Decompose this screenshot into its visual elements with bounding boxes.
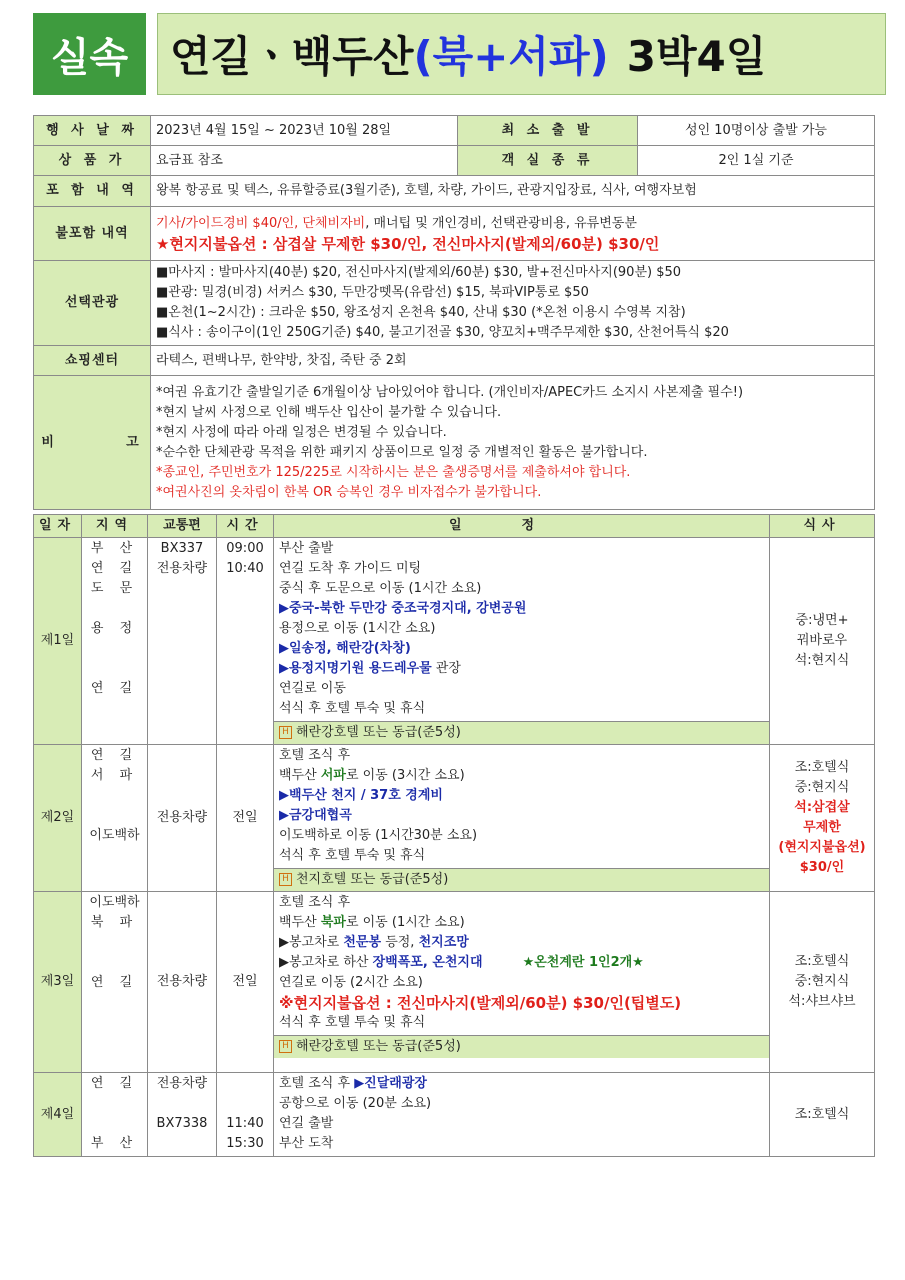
meal-cell [770, 745, 875, 892]
schedule-line: 연길로 이동 [279, 681, 346, 696]
header-day: 일자 [34, 515, 82, 538]
transport: 전용차량 [156, 1076, 208, 1091]
header-schedule: 일정 [274, 515, 770, 538]
region-cell [82, 1073, 148, 1157]
meal-cell [770, 892, 875, 1073]
meal-cell [770, 538, 875, 745]
excl-line1-red: 기사/가이드경비 $40/인, 단체비자비 [156, 215, 366, 231]
opt-item: ■식사 : 송이구이(1인 250G기준) $40, 불고기전골 $30, 양꼬치+맥주무제한 $30, 산천어특식 $20 [156, 325, 729, 340]
region: 이도백하 [89, 895, 140, 910]
hotel-name: 해란강호텔 또는 동급(준5성) [296, 725, 461, 740]
title-prefix: 연길ㆍ백두산 [170, 32, 414, 81]
opt-label: 선택관광 [34, 261, 151, 346]
meal: $30/인 [799, 860, 845, 875]
excl-line1-rest: , 매너팁 및 개인경비, 선택관광비용, 유류변동분 [365, 215, 637, 231]
time: 전일 [217, 745, 274, 892]
meal: 무제한 [803, 820, 841, 835]
meal: 석:삼겹살 [794, 800, 850, 815]
price-label: 상 품 가 [34, 146, 151, 176]
excl-line2: ★현지지불옵션 : 삼겹살 무제한 $30/인, 전신마사지(발제외/60분) $30/인 [156, 234, 660, 253]
header-transport: 교통편 [148, 515, 217, 538]
schedule-line: 연길로 이동 (2시간 소요) [279, 975, 423, 990]
opt-item: ■마사지 : 발마사지(40분) $20, 전신마사지(발제외/60분) $30, 발+전신마사지(90분) $50 [156, 265, 682, 280]
schedule-line: 중식 후 도문으로 이동 (1시간 소요) [279, 581, 482, 596]
time: 09:00 [226, 541, 264, 556]
note-label: 비 고 [34, 376, 151, 510]
schedule-line: 부산 도착 [279, 1136, 334, 1151]
transport: 전용차량 [156, 561, 208, 576]
schedule-line: ▶일송정, 해란강(차창) [279, 641, 411, 656]
excl-label: 불포함 내역 [34, 207, 151, 261]
excl-value [151, 207, 875, 261]
day-label: 제1일 [34, 538, 82, 745]
region: 도 문 [90, 581, 139, 596]
room-label: 객 실 종 류 [458, 146, 638, 176]
hotel-icon: H [279, 726, 292, 739]
note-line-red: *여권사진의 옷차림이 한복 OR 승복인 경우 비자접수가 불가합니다. [156, 484, 542, 500]
header-time: 시간 [217, 515, 274, 538]
header-region: 지역 [82, 515, 148, 538]
meal: 석:샤브샤브 [788, 994, 856, 1009]
time-cell [217, 1073, 274, 1157]
title-bar [33, 13, 874, 95]
room-value: 2인 1실 기준 [638, 146, 875, 176]
meal: 조:호텔식 [794, 760, 850, 775]
schedule-line: 백두산 서파로 이동 (3시간 소요) [279, 768, 465, 783]
schedule-line: 연길 도착 후 가이드 미팅 [279, 561, 422, 576]
meal-cell [770, 1073, 875, 1157]
region: 연 길 [90, 681, 139, 696]
min-value: 성인 10명이상 출발 가능 [638, 116, 875, 146]
day-label: 제3일 [34, 892, 82, 1073]
notes [151, 376, 875, 510]
region: 부 산 [90, 1136, 139, 1151]
hotel-icon: H [279, 1040, 292, 1053]
region: 이도백하 [89, 828, 140, 843]
transport: BX7338 [156, 1116, 208, 1131]
transport-cell [148, 1073, 217, 1157]
shop-label: 쇼핑센터 [34, 346, 151, 376]
hotel-line [274, 721, 769, 744]
schedule-line: ▶봉고차로 하산 장백폭포, 온천지대 ★온천계란 1인2개★ [279, 955, 644, 970]
note-line: *여권 유효기간 출발일기준 6개월이상 남아있어야 합니다. (개인비자/APEC카드 소지시 사본제출 필수!) [156, 384, 744, 400]
schedule-line: 호텔 조식 후 [279, 895, 351, 910]
meal: 석:현지식 [794, 653, 850, 668]
transport-cell [148, 538, 217, 745]
schedule-line: ※현지지불옵션 : 전신마사지(발제외/60분) $30/인(팁별도) [279, 994, 682, 1012]
meal: (현지지불옵션) [778, 840, 866, 855]
product-badge: 실속 [33, 13, 146, 95]
schedule-cell [274, 538, 770, 745]
day-row [34, 1073, 875, 1157]
meal: 중:현지식 [794, 974, 850, 989]
period-label: 행 사 날 짜 [34, 116, 151, 146]
schedule-line: 부산 출발 [279, 541, 334, 556]
schedule-line: 백두산 북파로 이동 (1시간 소요) [279, 915, 465, 930]
schedule-line: ▶금강대협곡 [279, 808, 352, 823]
info-table [33, 115, 875, 510]
shop-value: 라텍스, 편백나무, 한약방, 찻집, 죽탄 중 2회 [151, 346, 875, 376]
incl-label: 포 함 내 역 [34, 176, 151, 207]
note-line: *현지 사정에 따라 아래 일정은 변경될 수 있습니다. [156, 424, 447, 440]
region: 부 산 [90, 541, 139, 556]
day-label: 제4일 [34, 1073, 82, 1157]
time: 15:30 [226, 1136, 264, 1151]
day-row [34, 892, 875, 1073]
schedule-line: 호텔 조식 후 [279, 748, 351, 763]
schedule-line: ▶용정지명기원 용드레우물 관장 [279, 661, 461, 676]
day-label: 제2일 [34, 745, 82, 892]
price-value: 요금표 참조 [151, 146, 458, 176]
region: 연 길 [90, 561, 139, 576]
note-line-red: *종교인, 주민번호가 125/225로 시작하시는 분은 출생증명서를 제출하셔야 합니다. [156, 464, 631, 480]
schedule-line: 호텔 조식 후 ▶진달래광장 [279, 1076, 427, 1091]
time: 전일 [217, 892, 274, 1073]
region: 연 길 [90, 748, 139, 763]
title-paren: (북+서파) [413, 32, 609, 81]
incl-value: 왕복 항공료 및 텍스, 유류할증료(3월기준), 호텔, 차량, 가이드, 관광지입장료, 식사, 여행자보험 [151, 176, 875, 207]
schedule-cell [274, 745, 770, 892]
schedule-line: 연길 출발 [279, 1116, 334, 1131]
hotel-name: 천지호텔 또는 동급(준5성) [296, 872, 449, 887]
schedule-line: ▶봉고차로 천문봉 등정, 천지조망 [279, 935, 469, 950]
transport: 전용차량 [148, 892, 217, 1073]
schedule-line: 용정으로 이동 (1시간 소요) [279, 621, 436, 636]
meal: 꿔바로우 [796, 633, 848, 648]
hotel-name: 해란강호텔 또는 동급(준5성) [296, 1039, 461, 1054]
period-value: 2023년 4월 15일 ~ 2023년 10월 28일 [151, 116, 458, 146]
schedule-line: 이도백하로 이동 (1시간30분 소요) [279, 828, 478, 843]
schedule-line: 석식 후 호텔 투숙 및 휴식 [279, 848, 426, 863]
region: 연 길 [90, 1076, 139, 1091]
schedule-cell [274, 1073, 770, 1157]
region: 용 정 [90, 621, 139, 636]
meal: 중:현지식 [794, 780, 850, 795]
note-line: *현지 날씨 사정으로 인해 백두산 입산이 불가할 수 있습니다. [156, 404, 502, 420]
page-title [157, 13, 886, 95]
region: 서 파 [90, 768, 139, 783]
hotel-line [274, 868, 769, 891]
itinerary-header [34, 515, 875, 538]
transport: BX337 [160, 541, 204, 556]
schedule-line: 공항으로 이동 (20분 소요) [279, 1096, 432, 1111]
region-cell [82, 745, 148, 892]
transport: 전용차량 [148, 745, 217, 892]
opt-item: ■온천(1~2시간) : 크라운 $50, 왕조성지 온천욕 $40, 산내 $30 (*온천 이용시 수영복 지참) [156, 305, 686, 320]
itinerary-table [33, 514, 875, 1157]
time: 11:40 [226, 1116, 264, 1131]
hotel-line [274, 1035, 769, 1058]
day-row [34, 538, 875, 745]
region: 북 파 [90, 915, 139, 930]
schedule-line: 석식 후 호텔 투숙 및 휴식 [279, 1015, 426, 1030]
day-row [34, 745, 875, 892]
hotel-icon: H [279, 873, 292, 886]
title-suffix: 3박4일 [626, 32, 767, 81]
region-cell [82, 892, 148, 1073]
region-cell [82, 538, 148, 745]
meal: 조:호텔식 [794, 954, 850, 969]
schedule-line: 석식 후 호텔 투숙 및 휴식 [279, 701, 426, 716]
meal: 중:냉면+ [795, 613, 849, 628]
time: 10:40 [226, 561, 264, 576]
opt-list [151, 261, 875, 346]
schedule-cell [274, 892, 770, 1073]
schedule-line: ▶백두산 천지 / 37호 경계비 [279, 788, 443, 803]
min-label: 최 소 출 발 [458, 116, 638, 146]
region: 연 길 [90, 975, 139, 990]
header-meal: 식사 [770, 515, 875, 538]
schedule-line: ▶중국-북한 두만강 중조국경지대, 강변공원 [279, 601, 527, 616]
opt-item: ■관광: 밀경(비경) 서커스 $30, 두만강뗏목(유람선) $15, 북파VIP통로 $50 [156, 285, 589, 300]
note-line: *순수한 단체관광 목적을 위한 패키지 상품이므로 일정 중 개별적인 활동은 불가합니다. [156, 444, 648, 460]
meal: 조:호텔식 [794, 1106, 850, 1122]
time-cell [217, 538, 274, 745]
